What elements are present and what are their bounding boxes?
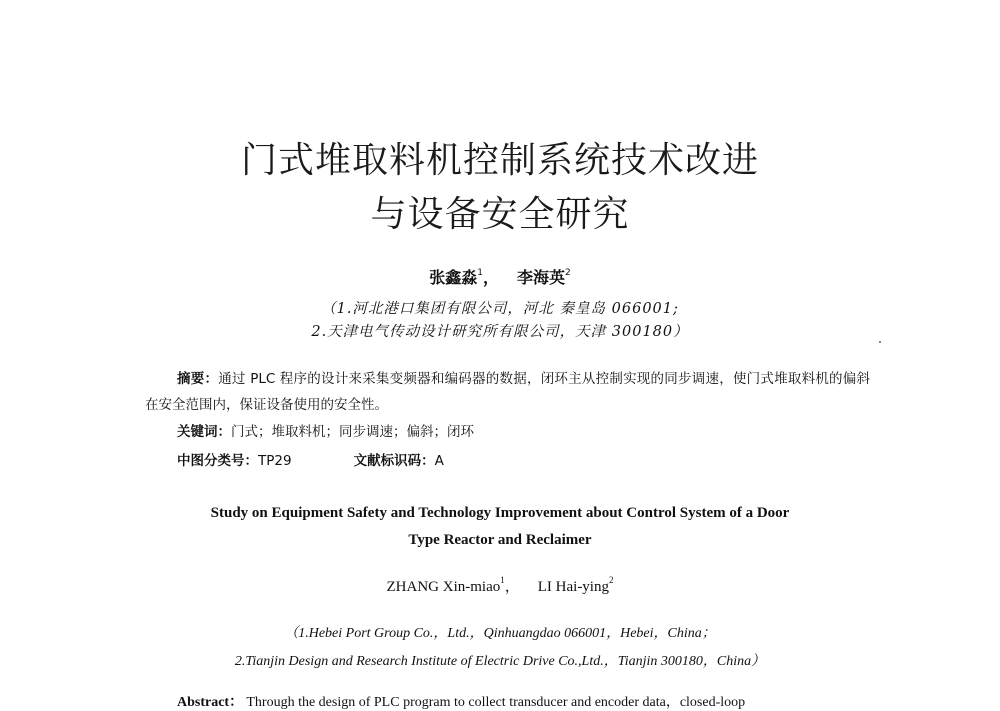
abstract-cn-text: 通过 PLC 程序的设计来采集变频器和编码器的数据，闭环主从控制实现的同步调速，使门式堆取料机的偏斜在安全范围内，保证设备使用的安全性。 bbox=[145, 371, 871, 413]
clc-value: TP29 bbox=[258, 453, 292, 469]
author-en-separator: ， bbox=[504, 579, 520, 595]
keywords-cn-label: 关键词： bbox=[177, 424, 231, 440]
affiliation-cn-line2: 2.天津电气传动设计研究所有限公司，天津 300180） bbox=[311, 324, 689, 340]
abstract-en bbox=[177, 691, 877, 711]
title-cn-line1: 门式堆取料机控制系统技术改进 bbox=[240, 140, 759, 181]
author-en-1: ZHANG Xin-miao bbox=[386, 579, 501, 595]
clc-label: 中图分类号： bbox=[177, 453, 258, 469]
keywords-cn bbox=[177, 420, 474, 440]
affiliation-cn-line1: （1.河北港口集团有限公司，河北 秦皇岛 066001; bbox=[321, 301, 679, 317]
stray-mark bbox=[879, 341, 881, 343]
doc-code-label: 文献标识码： bbox=[353, 453, 435, 469]
author-cn-2-affiliation: 2 bbox=[565, 267, 571, 278]
authors-en bbox=[0, 575, 1000, 596]
abstract-en-label: Abstract： bbox=[177, 695, 244, 710]
author-cn-2: 李海英 bbox=[517, 268, 566, 287]
author-en-2-affiliation: 2 bbox=[608, 575, 614, 585]
abstract-cn-label: 摘要： bbox=[177, 371, 219, 387]
abstract-cn bbox=[145, 366, 870, 418]
author-cn-1: 张鑫淼 bbox=[429, 268, 478, 287]
classification bbox=[177, 449, 444, 469]
title-en-line1: Study on Equipment Safety and Technology Improvement about Control System of a Door bbox=[210, 505, 790, 521]
authors-cn bbox=[0, 265, 1000, 288]
affiliation-en-line1: （1.Hebei Port Group Co.，Ltd.，Qinhuangdao 066001，Hebei，China； bbox=[284, 626, 716, 641]
author-cn-separator: ， bbox=[482, 268, 499, 287]
doc-code-value: A bbox=[434, 453, 444, 469]
author-en-1-affiliation: 1 bbox=[500, 575, 505, 585]
affiliation-en-line2: 2.Tianjin Design and Research Institute of Electric Drive Co.,Ltd.，Tianjin 300180，China） bbox=[234, 654, 766, 669]
abstract-en-text: Through the design of PLC program to collect transducer and encoder data，closed-loop bbox=[246, 695, 746, 710]
title-en-line2: Type Reactor and Reclaimer bbox=[408, 532, 592, 548]
title-cn-line2: 与设备安全研究 bbox=[370, 194, 630, 235]
keywords-cn-text: 门式；堆取料机；同步调速；偏斜；闭环 bbox=[231, 424, 474, 440]
author-en-2: LI Hai-ying bbox=[537, 579, 609, 595]
author-cn-1-affiliation: 1 bbox=[477, 267, 483, 278]
